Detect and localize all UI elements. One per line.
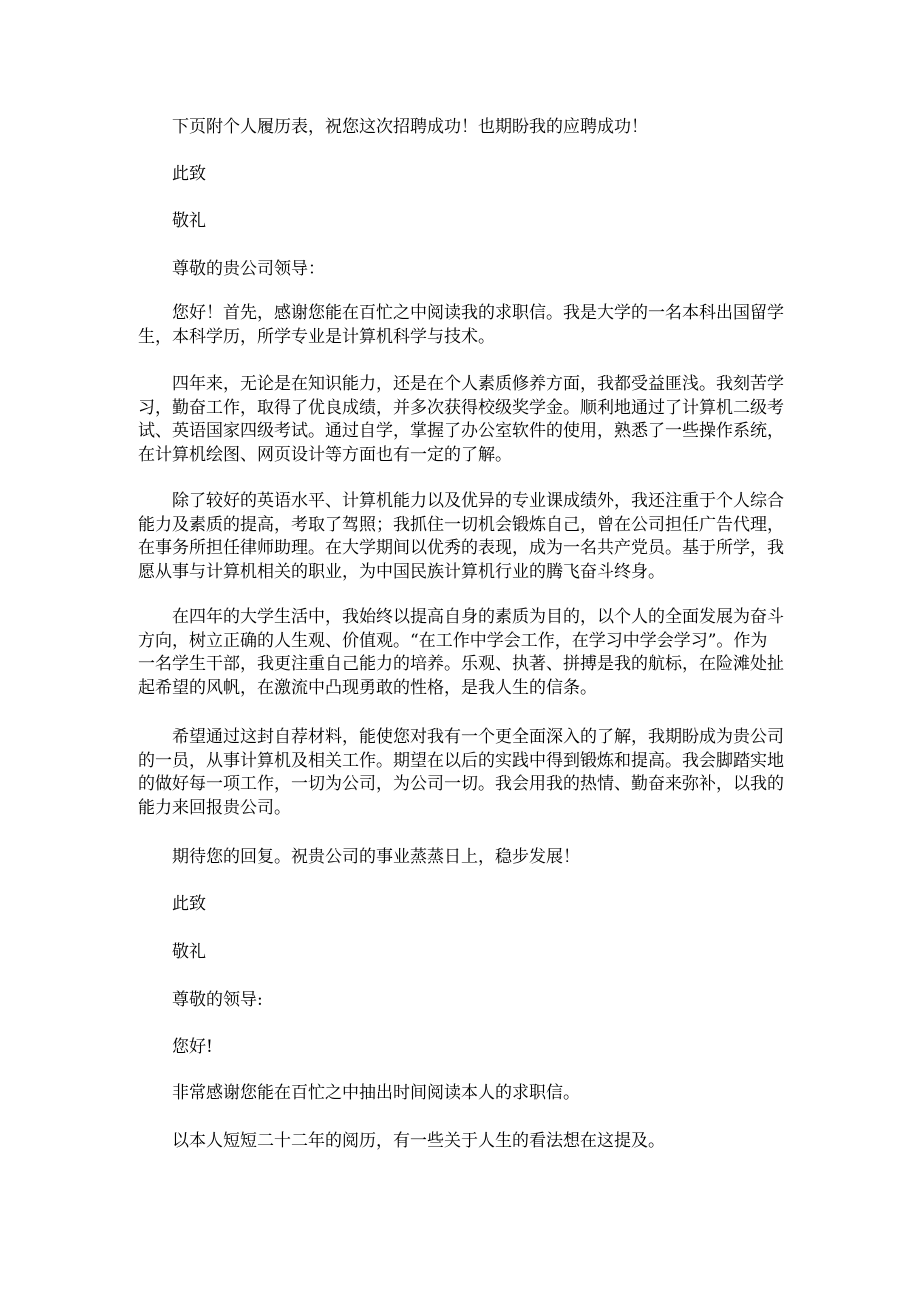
paragraph-line: 您好！首先，感谢您能在百忙之中阅读我的求职信。我是大学的一名本科出国留学 xyxy=(172,303,784,323)
paragraph-line: 试、英语国家四级考试。通过自学，掌握了办公室软件的使用，熟悉了一些操作系统， xyxy=(138,421,784,441)
paragraph-line: 在计算机绘图、网页设计等方面也有一定的了解。 xyxy=(138,444,512,465)
paragraph-line: 能力来回报贵公司。 xyxy=(138,797,291,818)
paragraph-thanks: 非常感谢您能在百忙之中抽出时间阅读本人的求职信。 xyxy=(172,1083,580,1103)
paragraph-line: 能力及素质的提高，考取了驾照；我抓住一切机会锻炼自己，曾在公司担任广告代理， xyxy=(138,514,784,535)
paragraph-college-life xyxy=(138,606,784,700)
paragraph-perspective: 以本人短短二十二年的阅历，有一些关于人生的看法想在这提及。 xyxy=(172,1131,665,1151)
greeting: 您好! xyxy=(172,1037,213,1057)
closing-respectfully: 此致 xyxy=(172,164,206,184)
salutation-2: 尊敬的领导: xyxy=(172,990,263,1010)
paragraph-line: 一名学生干部，我更注重自己能力的培养。乐观、执著、拼搏是我的航标，在险滩处扯 xyxy=(138,654,784,674)
paragraph-line: 习，勤奋工作，取得了优良成绩，并多次获得校级奖学金。顺利地通过了计算机二级考 xyxy=(138,397,784,418)
paragraph-line: 希望通过这封自荐材料，能使您对我有一个更全面深入的了解，我期盼成为贵公司 xyxy=(172,727,784,747)
paragraph-line: 方向，树立正确的人生观、价值观。“在工作中学会工作，在学习中学会学习”。作为 xyxy=(138,630,768,651)
paragraph-await-reply: 期待您的回复。祝贵公司的事业蒸蒸日上，稳步发展！ xyxy=(172,847,580,867)
attachment-note: 下页附个人履历表，祝您这次招聘成功！也期盼我的应聘成功！ xyxy=(172,117,648,137)
paragraph-line: 在四年的大学生活中，我始终以提高自身的素质为目的，以个人的全面发展为奋斗 xyxy=(172,607,784,627)
paragraph-line: 的做好每一项工作，一切为公司，为公司一切。我会用我的热情、勤奋来弥补，以我的 xyxy=(138,774,784,794)
paragraph-line: 四年来，无论是在知识能力，还是在个人素质修养方面，我都受益匪浅。我刻苦学 xyxy=(172,374,784,394)
closing-regards-2: 敬礼 xyxy=(172,942,206,962)
paragraph-skills xyxy=(138,490,784,584)
paragraph-line: 的一员，从事计算机及相关工作。期望在以后的实践中得到锻炼和提高。我会脚踏实地 xyxy=(138,750,784,771)
paragraph-four-years xyxy=(138,373,784,467)
paragraph-line: 生，本科学历，所学专业是计算机科学与技术。 xyxy=(138,326,495,347)
paragraph-line: 愿从事与计算机相关的职业，为中国民族计算机行业的腾飞奋斗终身。 xyxy=(138,561,665,582)
closing-regards: 敬礼 xyxy=(172,211,206,231)
closing-respectfully-2: 此致 xyxy=(172,894,206,914)
paragraph-intro xyxy=(138,302,784,349)
paragraph-line: 除了较好的英语水平、计算机能力以及优异的专业课成绩外，我还注重于个人综合 xyxy=(172,491,784,511)
paragraph-line: 起希望的风帆，在激流中凸现勇敢的性格，是我人生的信条。 xyxy=(138,677,597,698)
paragraph-hope xyxy=(138,726,784,820)
salutation: 尊敬的贵公司领导： xyxy=(172,259,325,279)
paragraph-line: 在事务所担任律师助理。在大学期间以优秀的表现，成为一名共产党员。基于所学，我 xyxy=(138,538,784,558)
